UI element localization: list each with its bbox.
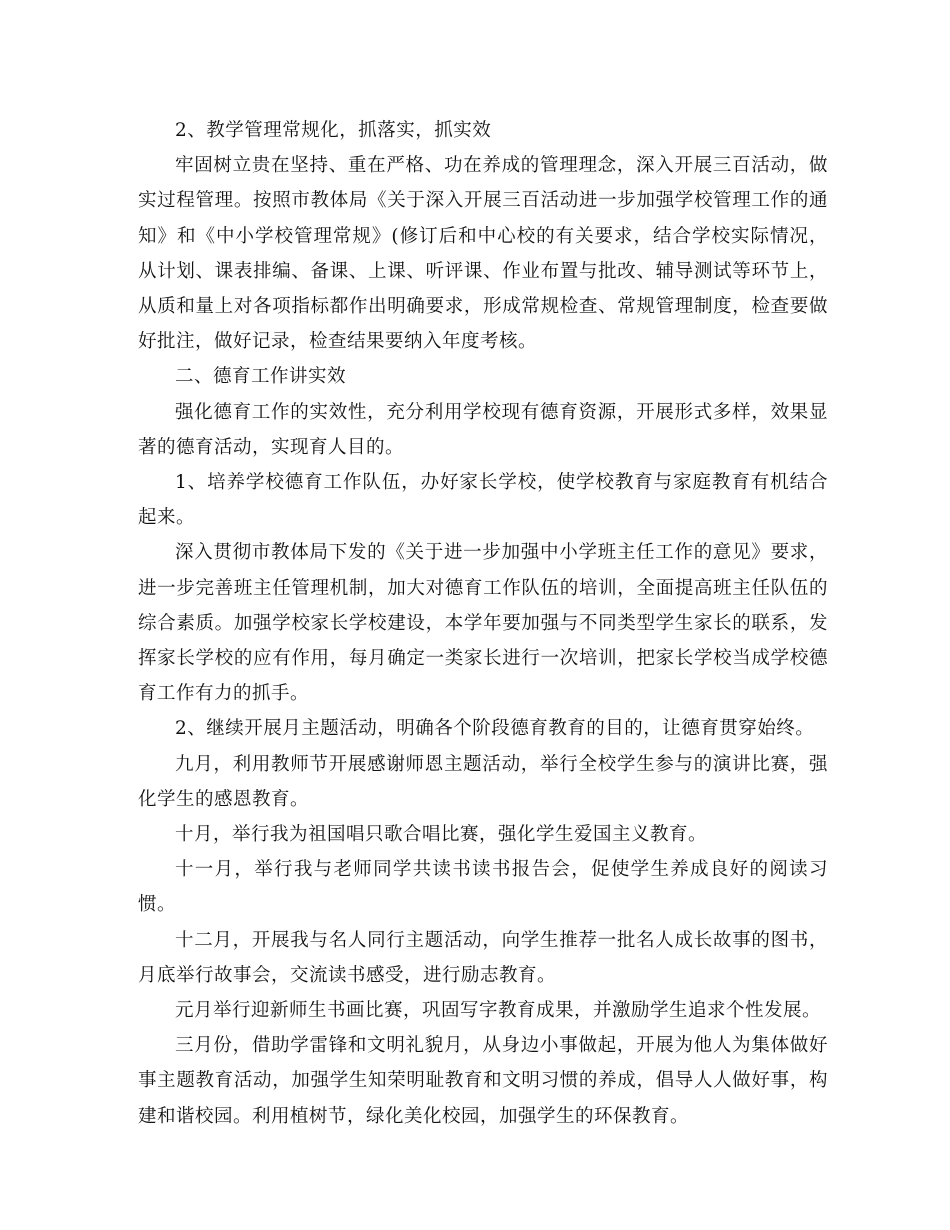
subheading-monthly-themes: 2、继续开展月主题活动，明确各个阶段德育教育的目的，让德育贯穿始终。	[175, 718, 815, 740]
paragraph-october: 十月，举行我为祖国唱只歌合唱比赛，强化学生爱国主义教育。	[175, 824, 708, 846]
paragraph-march: 三月份，借助学雷锋和文明礼貌月，从身边小事做起，开展为他人为集体做好事主题教育活动，加强学生知荣明耻教育和文明习惯的养成，倡导人人做好事，构建和谐校园。利用植树节，绿化美化校园，加强学生的环保教育。	[138, 1035, 828, 1127]
paragraph-november: 十一月，举行我与老师同学共读书读书报告会，促使学生养成良好的阅读习惯。	[138, 859, 828, 916]
paragraph-january: 元月举行迎新师生书画比赛，巩固写字教育成果，并激励学生追求个性发展。	[175, 1000, 822, 1022]
paragraph-class-teacher: 深入贯彻市教体局下发的《关于进一步加强中小学班主任工作的意见》要求，进一步完善班主任管理机制，加大对德育工作队伍的培训，全面提高班主任队伍的综合素质。加强学校家长学校建设，本学年要加强与不同类型学生家长的联系，发挥家长学校的应有作用，每月确定一类家长进行一次培训，把家长学校当成学校德育工作有力的抓手。	[138, 542, 828, 705]
paragraph-december: 十二月，开展我与名人同行主题活动，向学生推荐一批名人成长故事的图书，月底举行故事会，交流读书感受，进行励志教育。	[138, 929, 828, 986]
section-heading-moral-education: 二、德育工作讲实效	[175, 366, 347, 388]
paragraph-moral-effectiveness: 强化德育工作的实效性，充分利用学校现有德育资源，开展形式多样，效果显著的德育活动，实现育人目的。	[138, 401, 828, 458]
paragraph-september: 九月，利用教师节开展感谢师恩主题活动，举行全校学生参与的演讲比赛，强化学生的感恩教育。	[138, 753, 828, 810]
subheading-parent-school: 1、培养学校德育工作队伍，办好家长学校，使学校教育与家庭教育有机结合起来。	[138, 472, 828, 529]
subheading-teaching-management: 2、教学管理常规化，抓落实，抓实效	[175, 120, 492, 141]
paragraph-management-concept: 牢固树立贵在坚持、重在严格、功在养成的管理理念，深入开展三百活动，做实过程管理。按照市教体局《关于深入开展三百活动进一步加强学校管理工作的通知》和《中小学校管理常规》(修订后和中心校的有关要求，结合学校实际情况，从计划、课表排编、备课、上课、听评课、作业布置与批改、辅导测试等环节上，从质和量上对各项指标都作出明确要求，形成常规检查、常规管理制度，检查要做好批注，做好记录，检查结果要纳入年度考核。	[138, 155, 828, 353]
document-body	[138, 113, 828, 1134]
